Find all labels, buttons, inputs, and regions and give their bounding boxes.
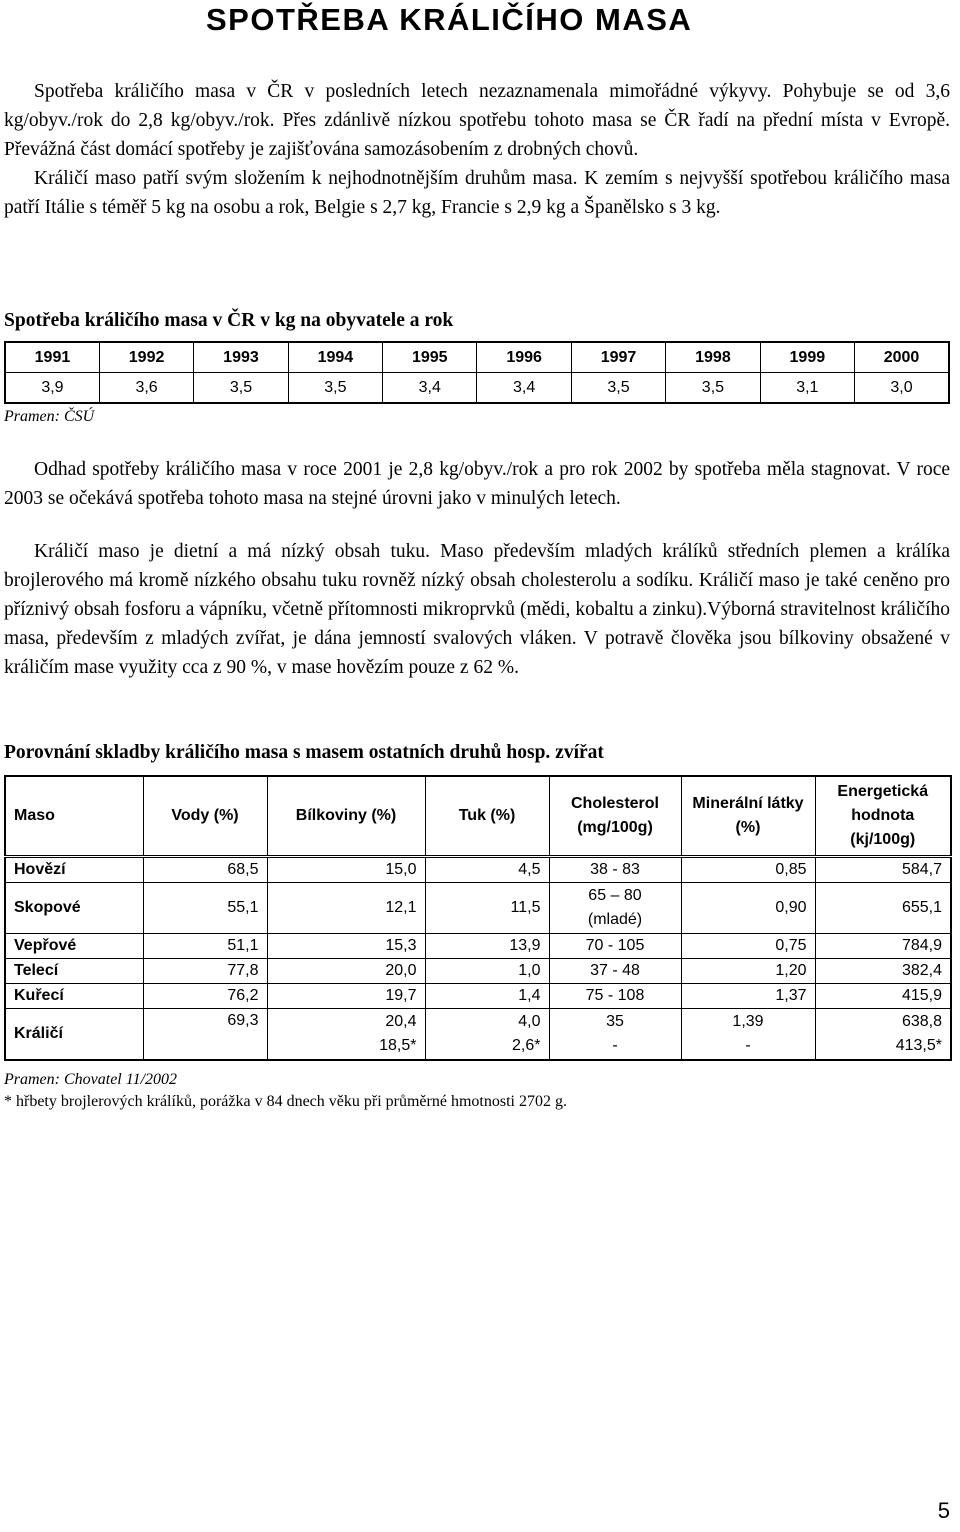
header-maso: Maso	[5, 776, 143, 857]
bilkoviny-value: 20,4	[385, 1013, 417, 1030]
comparison-table	[4, 775, 952, 1061]
value-cell: 3,9	[5, 373, 99, 404]
cell-energeticka: 382,4	[815, 959, 951, 984]
consumption-source: Pramen: ČSÚ	[4, 408, 95, 425]
value-cell: 3,5	[666, 373, 760, 404]
mineralni-value: 1,39	[732, 1013, 764, 1030]
row-name: Kuřecí	[5, 984, 143, 1009]
cholesterol-value: 35	[606, 1013, 624, 1030]
header-cholesterol: Cholesterol (mg/100g)	[549, 776, 681, 857]
mineralni-value-hrbety: -	[745, 1037, 751, 1054]
cell-tuk: 13,9	[425, 934, 549, 959]
cell-cholesterol: 37 - 48	[549, 959, 681, 984]
comparison-table-heading: Porovnání skladby králičího masa s masem ostatních druhů hosp. zvířat	[4, 742, 604, 763]
row-name: Králičí	[5, 1009, 143, 1061]
tuk-value: 4,0	[518, 1013, 541, 1030]
cholesterol-range: 65 – 80	[588, 887, 642, 904]
table-row	[5, 959, 951, 984]
cell-energeticka	[815, 1009, 951, 1061]
year-cell: 1993	[194, 342, 288, 373]
year-cell: 1991	[5, 342, 99, 373]
comparison-source: Pramen: Chovatel 11/2002	[4, 1071, 178, 1088]
cholesterol-value-hrbety: -	[612, 1037, 618, 1054]
consumption-table-heading: Spotřeba králičího masa v ČR v kg na obyvatele a rok	[4, 310, 454, 331]
cell-bilkoviny: 15,3	[267, 934, 425, 959]
row-name: Hovězí	[5, 857, 143, 883]
cell-mineralni: 0,90	[681, 883, 815, 934]
intro-sentence-2: Králičí maso patří svým složením k nejhodnotnějším druhům masa. K zemím s nejvyšší spotřebou králičího masa patří Itálie s téměř 5 kg na osobu a rok, Belgie s 2,7 kg, Francie s 2,9 kg a Španělsko s 3 kg.	[4, 168, 950, 218]
row-name: Telecí	[5, 959, 143, 984]
value-cell: 3,4	[477, 373, 571, 404]
cell-cholesterol: 70 - 105	[549, 934, 681, 959]
value-cell: 3,5	[571, 373, 665, 404]
energeticka-value-hrbety: 413,5*	[895, 1037, 942, 1054]
header-tuk: Tuk (%)	[425, 776, 549, 857]
cell-mineralni: 1,37	[681, 984, 815, 1009]
value-cell: 3,1	[760, 373, 854, 404]
year-cell: 1997	[571, 342, 665, 373]
year-cell: 1992	[99, 342, 193, 373]
diet-paragraph	[4, 537, 950, 682]
cell-vody: 68,5	[143, 857, 267, 883]
value-cell: 3,5	[194, 373, 288, 404]
header-energeticka: Energetická hodnota (kj/100g)	[815, 776, 951, 857]
cell-bilkoviny	[267, 1009, 425, 1061]
intro-sentence-1: Spotřeba králičího masa v ČR v posledních letech nezaznamenala mimořádné výkyvy. Pohybuje se od 3,6 kg/obyv./rok do 2,8 kg/obyv./rok. Přes zdánlivě nízkou spotřebu tohoto masa se ČR řadí na přední místa v Evropě. Převážná část domácí spotřeby je zajišťována samozásobením z drobných chovů.	[4, 81, 950, 160]
intro-paragraph	[4, 77, 950, 222]
cell-energeticka: 415,9	[815, 984, 951, 1009]
cell-bilkoviny: 19,7	[267, 984, 425, 1009]
cholesterol-note: (mladé)	[587, 911, 643, 928]
consumption-values-row	[5, 373, 949, 404]
value-cell: 3,6	[99, 373, 193, 404]
cell-mineralni: 0,85	[681, 857, 815, 883]
cell-cholesterol: 75 - 108	[549, 984, 681, 1009]
table-row	[5, 934, 951, 959]
consumption-years-row	[5, 342, 949, 373]
table-row	[5, 1009, 951, 1061]
cell-vody: 51,1	[143, 934, 267, 959]
year-cell: 1995	[383, 342, 477, 373]
bilkoviny-value-hrbety: 18,5*	[379, 1037, 417, 1054]
table-row	[5, 883, 951, 934]
header-vody: Vody (%)	[143, 776, 267, 857]
cell-cholesterol: 38 - 83	[549, 857, 681, 883]
table-row	[5, 857, 951, 883]
year-cell: 1994	[288, 342, 382, 373]
year-cell: 1999	[760, 342, 854, 373]
forecast-text: Odhad spotřeby králičího masa v roce 2001 je 2,8 kg/obyv./rok a pro rok 2002 by spotřeba měla stagnovat. V roce 2003 se očekává spotřeba tohoto masa na stejné úrovni jako v minulých letech.	[4, 459, 950, 509]
header-bilkoviny: Bílkoviny (%)	[267, 776, 425, 857]
comparison-footnote: * hřbety brojlerových králíků, porážka v 84 dnech věku při průměrné hmotnosti 2702 g.	[4, 1093, 567, 1110]
year-cell: 2000	[855, 342, 949, 373]
tuk-value-hrbety: 2,6*	[512, 1037, 541, 1054]
year-cell: 1996	[477, 342, 571, 373]
cell-energeticka: 584,7	[815, 857, 951, 883]
value-cell: 3,4	[383, 373, 477, 404]
year-cell: 1998	[666, 342, 760, 373]
cell-energeticka: 784,9	[815, 934, 951, 959]
row-name: Vepřové	[5, 934, 143, 959]
page-number: 5	[937, 1498, 950, 1523]
consumption-table	[4, 341, 950, 404]
cell-tuk: 4,5	[425, 857, 549, 883]
cell-mineralni: 1,20	[681, 959, 815, 984]
diet-text: Králičí maso je dietní a má nízký obsah tuku. Maso především mladých králíků středních plemen a králíka brojlerového má kromě nízkého obsahu tuku rovněž nízký obsah cholesterolu a sodíku. Králičí maso je také ceněno pro příznivý obsah fosforu a vápníku, včetně přítomnosti mikroprvků (mědi, kobaltu a zinku).Výborná stravitelnost králičího masa, především z mladých zvířat, je dána jemností svalových vláken. V potravě člověka jsou bílkoviny obsažené v králičím mase využity cca z 90 %, v mase hovězím pouze z 62 %.	[4, 541, 950, 678]
cell-mineralni: 0,75	[681, 934, 815, 959]
forecast-paragraph	[4, 455, 950, 513]
cell-bilkoviny: 15,0	[267, 857, 425, 883]
cell-cholesterol	[549, 883, 681, 934]
value-cell: 3,5	[288, 373, 382, 404]
comparison-header-row	[5, 776, 951, 857]
cell-mineralni	[681, 1009, 815, 1061]
page-title: SPOTŘEBA KRÁLIČÍHO MASA	[206, 2, 693, 37]
cell-cholesterol	[549, 1009, 681, 1061]
cell-bilkoviny: 20,0	[267, 959, 425, 984]
cell-tuk	[425, 1009, 549, 1061]
cell-vody: 55,1	[143, 883, 267, 934]
header-mineralni: Minerální látky (%)	[681, 776, 815, 857]
energeticka-value: 638,8	[901, 1013, 942, 1030]
cell-vody: 77,8	[143, 959, 267, 984]
cell-bilkoviny: 12,1	[267, 883, 425, 934]
cell-tuk: 11,5	[425, 883, 549, 934]
cell-vody: 69,3	[143, 1009, 267, 1061]
cell-vody: 76,2	[143, 984, 267, 1009]
cell-energeticka: 655,1	[815, 883, 951, 934]
value-cell: 3,0	[855, 373, 949, 404]
cell-tuk: 1,4	[425, 984, 549, 1009]
cell-tuk: 1,0	[425, 959, 549, 984]
table-row	[5, 984, 951, 1009]
row-name: Skopové	[5, 883, 143, 934]
